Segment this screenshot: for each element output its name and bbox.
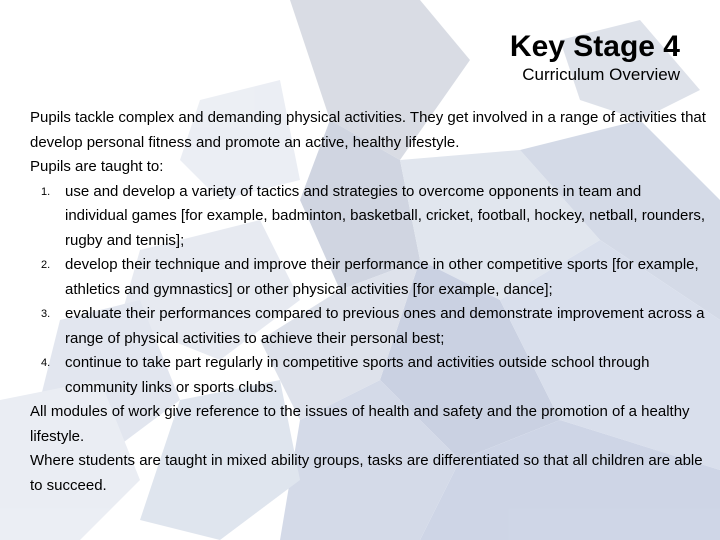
intro-paragraph: Pupils tackle complex and demanding physical activities. They get involved in a range of activities that develop personal fitness and promote an active, healthy lifestyle. — [30, 109, 706, 151]
objectives-list — [30, 180, 706, 401]
body-text — [30, 106, 706, 498]
list-number: 4. — [41, 357, 51, 369]
title-block — [510, 30, 680, 86]
list-item-text: use and develop a variety of tactics and strategies to overcome opponents in team and individual games [for example, badminton, basketball, cricket, football, hockey, netball, rounders, rugby and tennis]; — [65, 182, 706, 249]
list-item — [30, 302, 706, 351]
list-item — [30, 351, 706, 400]
page-subtitle: Curriculum Overview — [522, 65, 680, 84]
list-item-text: develop their technique and improve their performance in other competitive sports [for example, athletics and gymnastics] or other physical activities [for example, dance]; — [65, 256, 699, 298]
mixed-ability-note: Where students are taught in mixed ability groups, tasks are differentiated so that all children are able to succeed. — [30, 452, 703, 494]
page-title: Key Stage 4 — [509, 30, 680, 63]
list-number: 1. — [41, 185, 51, 198]
list-item — [30, 180, 706, 254]
list-item — [30, 253, 706, 302]
health-note: All modules of work give reference to the issues of health and safety and the promotion of a healthy lifestyle. — [30, 403, 690, 445]
list-number: 3. — [41, 308, 51, 320]
list-item-text: continue to take part regularly in competitive sports and activities outside school through community links or sports clubs. — [65, 354, 650, 396]
list-number: 2. — [41, 259, 51, 271]
list-item-text: evaluate their performances compared to previous ones and demonstrate improvement across a range of physical activities to achieve their personal best; — [65, 305, 705, 347]
taught-intro: Pupils are taught to: — [30, 158, 164, 175]
